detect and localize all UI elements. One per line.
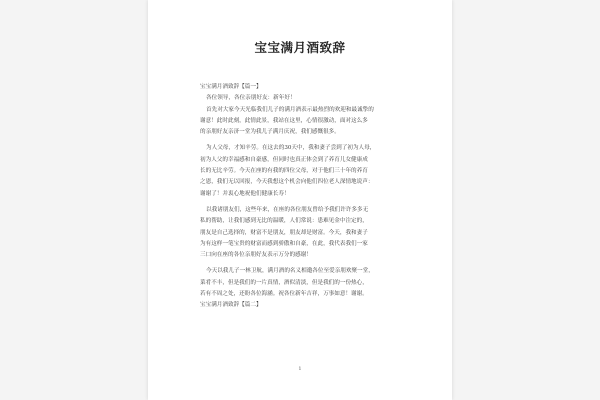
- paragraph-line: 长的无比辛劳。今天在座的有我的四位父母，对于他们三十年的养育: [200, 168, 368, 175]
- salutation: 各位领导，各位亲朋好友：新年好！: [206, 95, 296, 102]
- paragraph-line: 之恩，我们无以回报，今天我想这个机会向他们四位老人深情地说声：: [200, 179, 374, 186]
- section-heading: 宝宝满月酒致辞【篇二】: [200, 302, 262, 309]
- paragraph-line: 私的帮助，让我们感到无比的温暖，人们常说：患难见金中注定的，: [200, 218, 368, 225]
- page-number: 1: [298, 366, 302, 372]
- paragraph-line: 若有不周之处，还盼各位海涵。祝各位新年吉祥，万事如意！谢谢。: [200, 291, 368, 298]
- document-title: 宝宝满月酒致辞: [254, 40, 346, 55]
- paragraph-line: 的亲朋好友亲济一堂为我儿子满月庆祝，我们感慨很多。: [200, 129, 340, 136]
- paragraph-line: 为有这样一笔宝贵的财富而感到骄傲和自豪，在此，我代表我们一家: [200, 240, 368, 247]
- document-body: [200, 82, 416, 312]
- section-heading: 宝宝满月酒致辞【篇一】: [200, 84, 262, 90]
- paragraph-line: 谢意！此时此刻，此情此景，我站在这里，心情很激动，面对这么多: [200, 117, 368, 124]
- paragraph-line: 首先对大家今天光临我们儿子的满月酒表示最热烈的欢迎和最诚挚的: [206, 106, 374, 113]
- paragraph-line: 朋友是自己选择的，财富不是朋友，朋友却是财富。今天，我和妻子: [200, 229, 368, 236]
- paragraph-line: 菜肴不丰，但是我们的一片真情，酒似清淡，但是我们的一份热心，: [200, 279, 368, 286]
- paragraph-line: 谢谢了！并衷心地祝他们健康长寿！: [200, 190, 290, 197]
- paragraph-line: 今天以我儿子一林卫航，满月酒的名义相邀各位至爱亲朋欢聚一堂，: [206, 268, 374, 275]
- paragraph-line: 初为人父的幸福感和自豪感，但同时也真正体会到了养育儿女健康成: [200, 156, 368, 163]
- paragraph-line: 为人父母，才知辛劳。在这去的30天中，我和妻子尝到了初为人母，: [206, 145, 376, 152]
- paragraph-line: 以我诸朋友们，这些年来，在座的各位朋友曾给予我们许许多多无: [206, 206, 369, 213]
- paragraph-line: 三口向在座的各位亲朋好友表示万分的感谢！: [200, 252, 312, 259]
- document-page: [148, 0, 452, 400]
